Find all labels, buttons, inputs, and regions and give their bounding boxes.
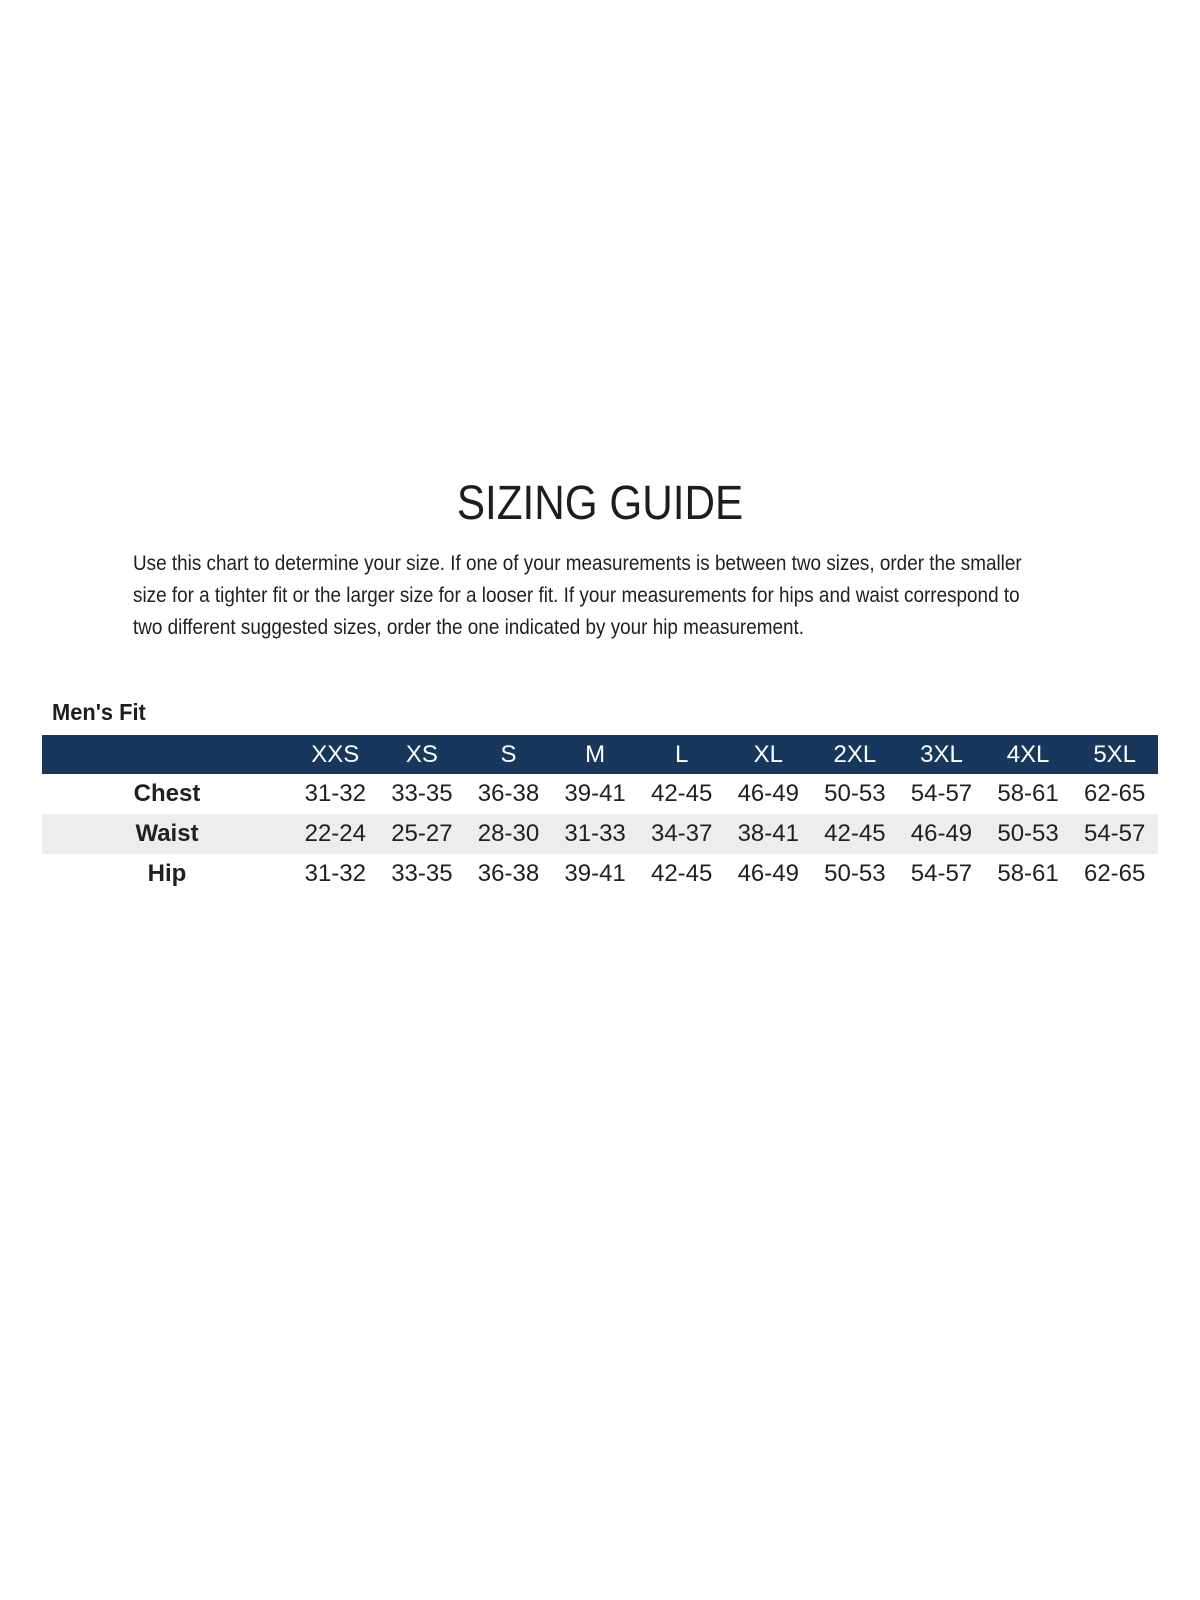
size-header-cell: M: [585, 740, 606, 768]
size-header-cell: XS: [405, 740, 438, 768]
hip-value: 36-38: [477, 860, 540, 887]
row-label-waist: Waist: [135, 820, 199, 847]
waist-value: 38-41: [737, 820, 799, 847]
waist-value: 31-33: [564, 820, 626, 847]
waist-value: 22-24: [304, 820, 366, 847]
size-header-cell: L: [674, 740, 689, 768]
size-header-cell: 5XL: [1093, 740, 1137, 768]
chest-value: 39-41: [564, 780, 626, 807]
chest-value: 50-53: [824, 780, 886, 807]
chest-value: 62-65: [1083, 780, 1146, 807]
size-header-cell: 4XL: [1006, 740, 1050, 768]
size-header-cell: XXS: [311, 740, 360, 768]
chest-value: 42-45: [650, 780, 713, 807]
hip-value: 54-57: [910, 860, 973, 887]
hip-value: 46-49: [737, 860, 799, 887]
table-row-chest: [42, 774, 1158, 814]
table-row-waist: [42, 814, 1158, 854]
hip-value: 31-32: [304, 860, 366, 887]
hip-value: 50-53: [824, 860, 886, 887]
chest-value: 36-38: [477, 780, 540, 807]
intro-line: Use this chart to determine your size. If one of your measurements is between two sizes, order the smaller: [133, 552, 1022, 575]
chest-value: 31-32: [304, 780, 366, 807]
size-header-cell: 3XL: [920, 740, 963, 768]
hip-value: 58-61: [997, 860, 1059, 887]
waist-value: 54-57: [1083, 820, 1146, 847]
page-title: SIZING GUIDE: [456, 477, 744, 530]
chest-value: 54-57: [910, 780, 973, 807]
sizing-table: [42, 735, 1158, 894]
hip-value: 39-41: [564, 860, 626, 887]
waist-value: 28-30: [477, 820, 540, 847]
waist-value: 34-37: [650, 820, 713, 847]
intro-line: size for a tighter fit or the larger size for a looser fit. If your measurements for hips and waist correspond to: [133, 584, 1020, 607]
waist-value: 42-45: [824, 820, 886, 847]
section-label-mens-fit: Men's Fit: [52, 699, 146, 725]
waist-value: 50-53: [997, 820, 1059, 847]
size-header-empty-cell: [42, 735, 292, 774]
intro-line: two different suggested sizes, order the one indicated by your hip measurement.: [133, 616, 804, 639]
size-header-cell: XL: [753, 740, 783, 768]
size-header-row: [42, 735, 1158, 774]
size-header-cell: 2XL: [833, 740, 877, 768]
table-row-hip: [42, 854, 1158, 894]
hip-value: 62-65: [1083, 860, 1146, 887]
row-label-chest: Chest: [133, 780, 201, 807]
intro-paragraph: [133, 548, 1093, 644]
chest-value: 33-35: [391, 780, 453, 807]
size-header-cell: S: [500, 740, 517, 768]
waist-value: 46-49: [910, 820, 973, 847]
row-label-hip: Hip: [147, 860, 187, 887]
hip-value: 33-35: [391, 860, 453, 887]
chest-value: 46-49: [737, 780, 799, 807]
waist-value: 25-27: [391, 820, 453, 847]
chest-value: 58-61: [997, 780, 1059, 807]
hip-value: 42-45: [650, 860, 713, 887]
